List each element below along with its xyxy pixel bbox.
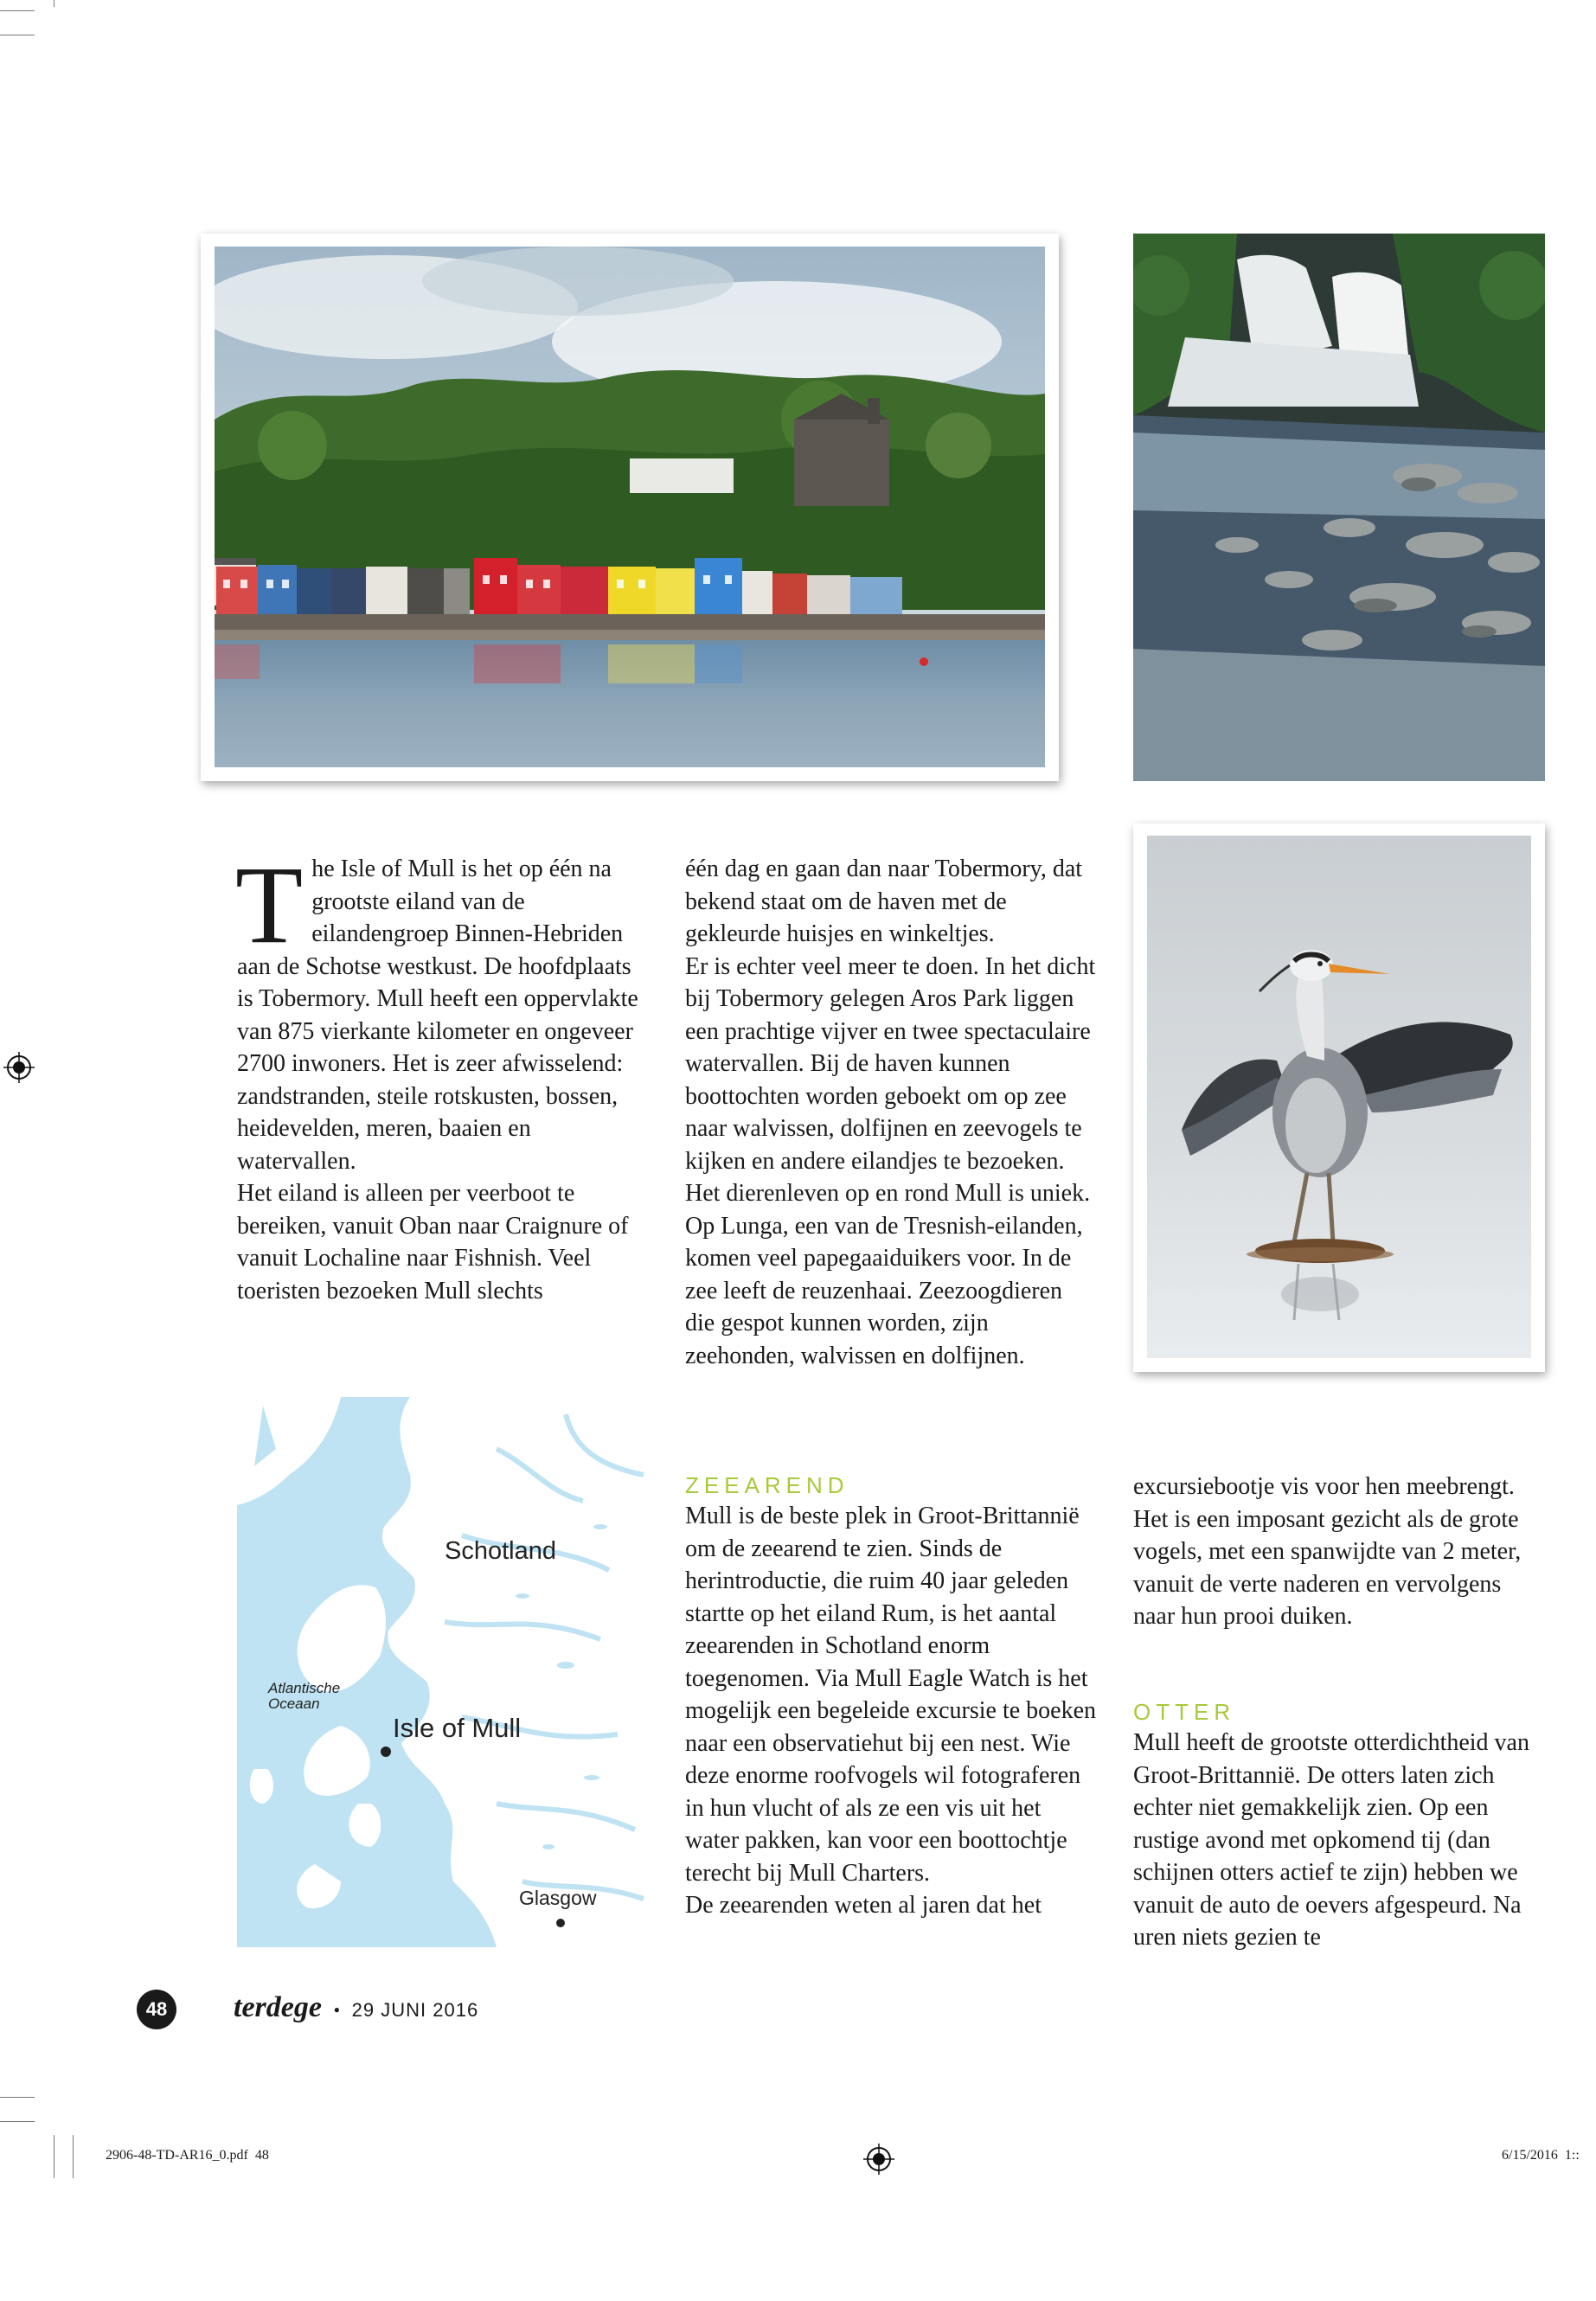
map-label-atlantische-oceaan: Atlantische Oceaan bbox=[268, 1680, 341, 1712]
crop-mark bbox=[0, 2121, 35, 2122]
photo-heron bbox=[1147, 836, 1531, 1358]
photo-tobermory-harbour bbox=[215, 247, 1045, 767]
page-number-badge bbox=[137, 1990, 176, 2029]
crop-mark bbox=[0, 10, 35, 11]
issue-date: 29 JUNI 2016 bbox=[351, 1999, 479, 2021]
map-label-glasgow: Glasgow bbox=[519, 1887, 597, 1909]
article-column-2 bbox=[685, 853, 1097, 1372]
crop-mark bbox=[0, 2097, 35, 2098]
photo-waterfall bbox=[1133, 234, 1545, 781]
map-label-isle-of-mull: Isle of Mull bbox=[393, 1713, 522, 1743]
heading-zeearend: ZEEAREND bbox=[685, 1472, 849, 1498]
registration-mark-icon bbox=[3, 1052, 35, 1083]
slug-filename: 2906-48-TD-AR16_0.pdf 48 bbox=[106, 2148, 269, 2163]
paragraph-tobermory: één dag en gaan dan naar Tobermory, dat bekend staat om de haven met de gekleurde huisjes en winkeltjes. bbox=[685, 856, 1083, 947]
page-number: 48 bbox=[145, 1998, 168, 2020]
paragraph-otter: Mull heeft de grootste otterdichtheid van Groot-Brittannië. De otters laten zich echter niet gemakkelijk zien. Op een rustige avond met opkomend tij (dan schijnen otters actief te zijn) hebben we vanuit de auto de oevers afgespeurd. Na uren niets gezien te bbox=[1133, 1729, 1529, 1951]
map-label-schotland: Schotland bbox=[445, 1537, 556, 1565]
drop-cap: T bbox=[235, 843, 304, 966]
paragraph-zeearend-2: De zeearenden weten al jaren dat het bbox=[685, 1892, 1042, 1919]
paragraph-aros-park: Er is echter veel meer te doen. In het dicht bij Tobermory gelegen Aros Park liggen een prachtige vijver en twee spectaculaire watervallen. Bij de haven kunnen boottochten worden geboekt om op zee naar walvissen, dolfijnen en zeevogels te kijken en andere eilandjes te bezoeken. bbox=[685, 952, 1096, 1175]
footer-separator: • bbox=[333, 1999, 341, 2021]
footer-credit bbox=[234, 1991, 478, 2024]
intro-text: he Isle of Mull is het op één na grootste eiland van de eilandengroep Binnen-Hebriden aan de Schotse westkust. De hoofdplaats is Tobermory. Mull heeft een oppervlakte van 875 vierkante kilometer en ongeveer 2700 inwoners. Het is zeer afwisselend: zandstranden, steile rotskusten, bossen, heidevelden, meren, baaien en watervallen. bbox=[237, 856, 638, 1175]
section-zeearend bbox=[685, 1471, 1097, 1922]
paragraph-veerboot: Het eiland is alleen per veerboot te bereiken, vanuit Oban naar Craignure of vanuit Lochaline naar Fishnish. Veel toeristen bezoeken Mull slechts bbox=[237, 1180, 629, 1304]
paragraph-zeearend: Mull is de beste plek in Groot-Brittannië om de zeearend te zien. Sinds de herintroductie, die ruim 40 jaar geleden startte op het eiland Rum, is het aantal zeearenden in Schotland enorm toegenomen. Via Mull Eagle Watch is het mogelijk een begeleide excursie te boeken naar een observatiehut bij een nest. Wie deze enorme roofvogels wil fotograferen in hun vlucht of als ze een vis uit het water pakken, kan voor een boottochtje terecht bij Mull Charters. bbox=[685, 1503, 1097, 1887]
slug-date: 6/15/2016 1:: bbox=[1502, 2148, 1580, 2163]
crop-mark bbox=[73, 2135, 74, 2178]
heading-otter: OTTER bbox=[1133, 1699, 1236, 1725]
section-otter bbox=[1133, 1697, 1545, 1954]
article-column-3 bbox=[1133, 1471, 1545, 1633]
map-scotland bbox=[237, 1397, 649, 1947]
registration-mark-icon bbox=[863, 2144, 894, 2175]
magazine-name: terdege bbox=[234, 1991, 322, 2023]
intro-paragraph bbox=[235, 843, 649, 1177]
paragraph-excursiebootje: excursiebootje vis voor hen meebrengt. Het is een imposant gezicht als de grote vogels, met een spanwijdte van 2 meter, vanuit de verte naderen en vervolgens naar hun prooi duiken. bbox=[1133, 1473, 1522, 1630]
paragraph-dierenleven: Het dierenleven op en rond Mull is uniek. Op Lunga, een van de Tresnish-eilanden, komen veel papegaaiduikers voor. In de zee leeft de reuzenhaai. Zeezoogdieren die gespot kunnen worden, zijn zeehonden, walvissen en dolfijnen. bbox=[685, 1180, 1091, 1369]
article-column-1 bbox=[235, 843, 649, 1307]
